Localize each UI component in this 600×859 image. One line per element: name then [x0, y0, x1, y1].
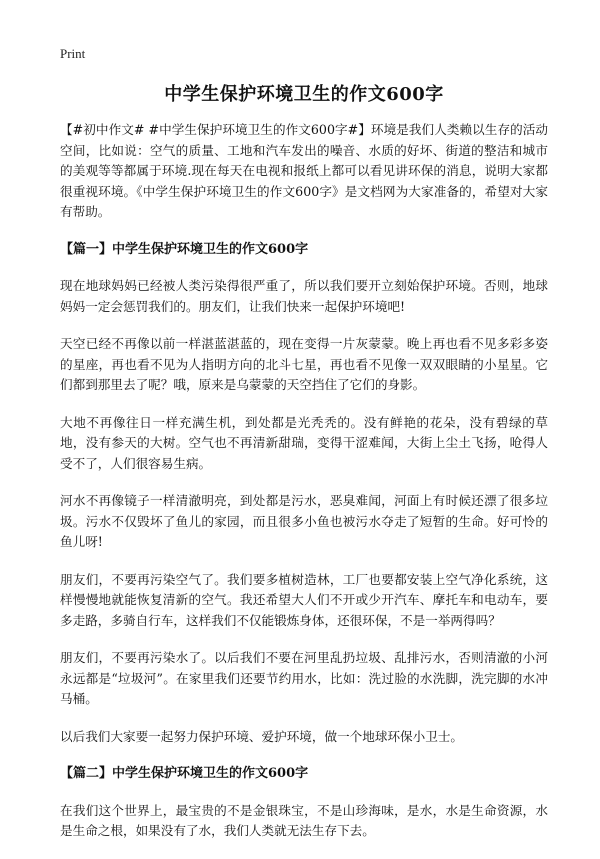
section-heading-2 [60, 764, 548, 785]
page-title: 中学生保护环境卫生的作文600字 [164, 84, 444, 105]
body-paragraph: 现在地球妈妈已经被人类污染得很严重了，所以我们要开立刻始保护环境。否则，地球妈妈一定会惩罚我们的。朋友们，让我们快来一起保护环境吧! [60, 278, 548, 314]
body-paragraph: 以后我们大家要一起努力保护环境、爱护环境，做一个地球环保小卫士。 [60, 728, 463, 744]
article-body [60, 120, 548, 859]
section-heading-1 [60, 240, 548, 261]
section-heading-text: 中学生保护环境卫生的作文600字 [112, 766, 309, 781]
intro-paragraph: 【#初中作文# #中学生保护环境卫生的作文600字#】环境是我们人类赖以生存的活动空间，比如说：空气的质量、工地和汽车发出的噪音、水质的好坏、街道的整洁和城市的美观等等都属于环境.现在每天在电视和报纸上都可以看见讲环保的消息，说明大家都很重视环境。《中学生保护环境卫生的作文600字》是文档网为大家准备的，希望对大家有帮助。 [60, 122, 548, 219]
section-heading-text: 中学生保护环境卫生的作文600字 [112, 241, 309, 257]
body-paragraph: 朋友们，不要再污染空气了。我们要多植树造林，工厂也要都安装上空气净化系统，这样慢慢地就能恢复清新的空气。我还希望大人们不开或少开汽车、摩托车和电动车，要多走路，多骑自行车，这样我们不仅能锻炼身体，还很环保，不是一举两得吗？ [60, 571, 548, 628]
body-paragraph: 天空已经不再像以前一样湛蓝湛蓝的，现在变得一片灰蒙蒙。晚上再也看不见多彩多姿的星座，再也看不见为人指明方向的北斗七星，再也看不见像一双双眼睛的小星星。它们都到那里去了呢？哦，原来是乌蒙蒙的天空挡住了它们的身影。 [60, 336, 548, 392]
body-paragraph: 在我们这个世界上，最宝贵的不是金银珠宝，不是山珍海味，是水，水是生命资源，水是生命之根，如果没有了水，我们人类就无法生存下去。 [60, 802, 548, 838]
body-paragraph: 河水不再像镜子一样清澈明亮，到处都是污水，恶臭难闻，河面上有时候还漂了很多垃圾。污水不仅毁坏了鱼儿的家园，而且很多小鱼也被污水夺走了短暂的生命。好可怜的鱼儿呀! [60, 493, 548, 549]
body-paragraph: 朋友们，不要再污染水了。以后我们不要在河里乱扔垃圾、乱排污水，否则清澈的小河永远都是“垃圾河”。在家里我们还要节约用水，比如：洗过脸的水洗脚，洗完脚的水冲马桶。 [60, 650, 548, 706]
print-label[interactable]: Print [60, 46, 86, 61]
section-tag: 【篇二】 [60, 766, 113, 781]
body-paragraph: 大地不再像往日一样充满生机，到处都是光秃秃的。没有鲜艳的花朵，没有碧绿的草地，没有参天的大树。空气也不再清新甜瑞，变得干涩难闻，大街上尘土飞扬，呛得人受不了，人们很容易生病。 [60, 414, 548, 471]
section-tag: 【篇一】 [60, 241, 113, 257]
